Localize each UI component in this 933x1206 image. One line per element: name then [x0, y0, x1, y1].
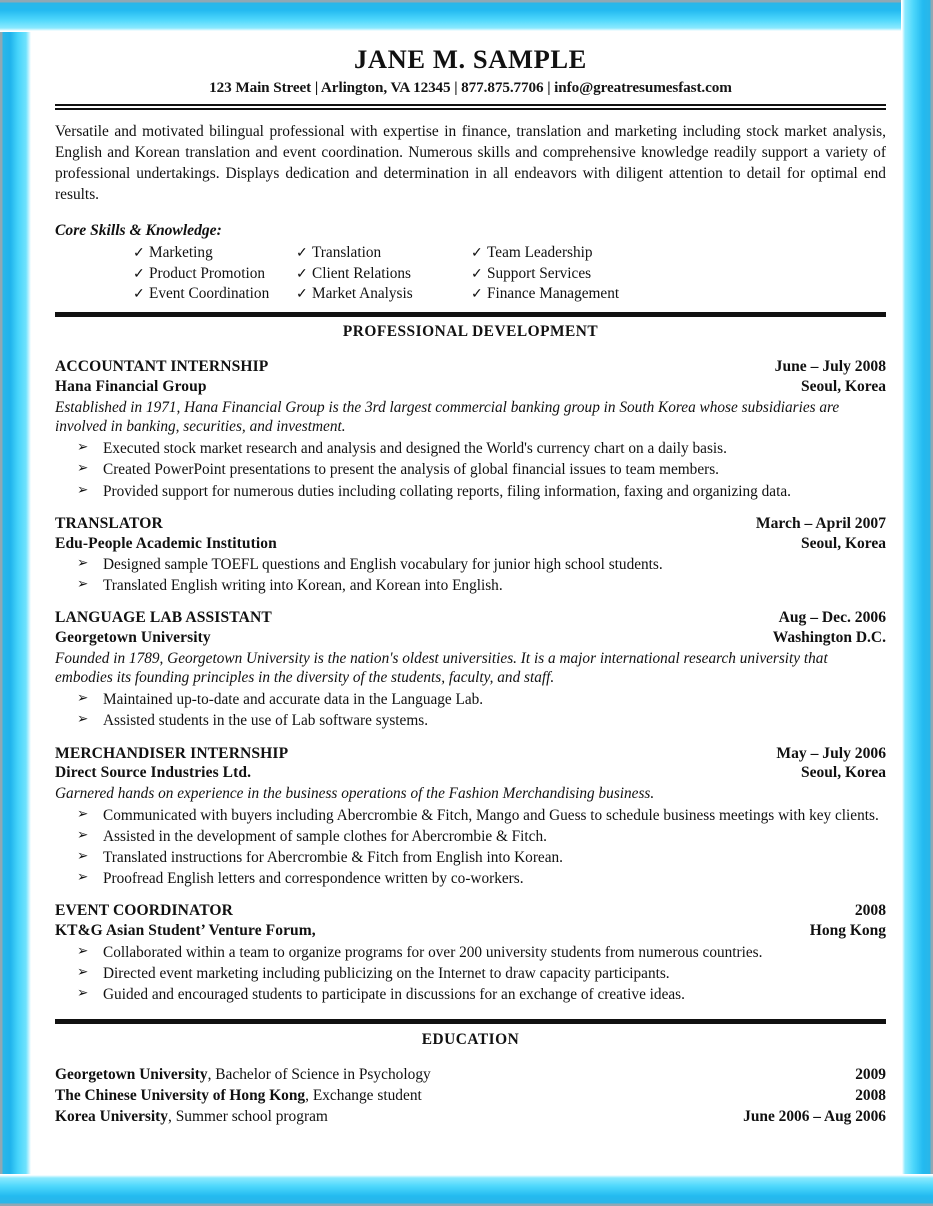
- job-company: Hana Financial Group: [55, 378, 207, 396]
- job-bullet: [55, 964, 886, 984]
- education-year: 2009: [855, 1066, 886, 1084]
- job-bullet: [55, 827, 886, 847]
- job-location: Hong Kong: [809, 922, 886, 940]
- education-year: 2008: [855, 1087, 886, 1105]
- section-heading-education: EDUCATION: [421, 1031, 520, 1049]
- job-location: Washington D.C.: [772, 629, 886, 647]
- skill-item: [471, 243, 681, 263]
- skill-label: Client Relations: [312, 264, 411, 282]
- skill-label: Marketing: [149, 243, 213, 261]
- skill-label: Event Coordination: [149, 285, 270, 303]
- education-school: Georgetown University: [55, 1066, 208, 1084]
- job-bullet-text: Translated English writing into Korean, and Korean into English.: [103, 577, 503, 595]
- job-entry: [55, 901, 886, 1005]
- resume-paper: [31, 31, 902, 1175]
- arrow-bullet-icon: ➢: [77, 460, 89, 477]
- job-description: Garnered hands on experience in the business operations of the Fashion Merchandising business.: [55, 784, 655, 802]
- job-company: KT&G Asian Student’ Venture Forum,: [55, 922, 316, 940]
- arrow-bullet-icon: ➢: [77, 711, 89, 728]
- skill-label: Translation: [312, 243, 382, 261]
- education-list: [55, 1065, 886, 1128]
- job-description: Founded in 1789, Georgetown University is the nation's oldest universities. It is a major international research university that embodies its founding principles in the diversity of the students, faculty, and staff.: [55, 649, 828, 687]
- contact-line: 123 Main Street | Arlington, VA 12345 | 877.875.7706 | info@greatresumesfast.com: [209, 78, 732, 96]
- job-bullet-text: Maintained up-to-date and accurate data in the Language Lab.: [103, 691, 484, 709]
- job-dates: June – July 2008: [774, 358, 886, 376]
- skill-label: Support Services: [487, 264, 592, 282]
- skill-label: Market Analysis: [312, 285, 413, 303]
- skill-label: Finance Management: [487, 285, 620, 303]
- education-text: [55, 1065, 431, 1086]
- job-title: ACCOUNTANT INTERNSHIP: [55, 358, 269, 376]
- job-dates: Aug – Dec. 2006: [778, 609, 886, 627]
- job-entry: [55, 514, 886, 597]
- job-bullet-text: Communicated with buyers including Abercrombie & Fitch, Mango and Guess to schedule business meetings with key clients.: [103, 806, 879, 824]
- check-icon: ✓: [133, 245, 145, 261]
- job-dates: May – July 2006: [776, 744, 886, 762]
- arrow-bullet-icon: ➢: [77, 690, 89, 707]
- job-title: TRANSLATOR: [55, 514, 163, 532]
- job-bullet-list: [55, 439, 886, 502]
- job-location: Seoul, Korea: [801, 378, 886, 396]
- core-skills-title: Core Skills & Knowledge:: [55, 221, 222, 239]
- job-bullet: [55, 439, 886, 459]
- job-location: Seoul, Korea: [801, 764, 886, 782]
- job-company-row: [55, 763, 886, 783]
- job-title-row: [55, 514, 886, 534]
- check-icon: ✓: [296, 245, 308, 261]
- resume-content: [55, 45, 886, 1128]
- arrow-bullet-icon: ➢: [77, 848, 89, 865]
- job-title-row: [55, 357, 886, 377]
- check-icon: ✓: [471, 245, 483, 261]
- skill-item: [133, 284, 296, 304]
- education-text: [55, 1107, 328, 1128]
- skill-label: Team Leadership: [487, 243, 593, 261]
- arrow-bullet-icon: ➢: [77, 984, 89, 1001]
- frame-border-right: [901, 0, 933, 1206]
- job-bullet-list: [55, 943, 886, 1006]
- education-text: [55, 1086, 422, 1107]
- job-company-row: [55, 921, 886, 941]
- job-bullet-text: Assisted students in the use of Lab software systems.: [103, 712, 429, 730]
- education-degree: , Bachelor of Science in Psychology: [207, 1066, 431, 1084]
- job-bullet-list: [55, 806, 886, 890]
- job-bullet: [55, 576, 886, 596]
- check-icon: ✓: [133, 266, 145, 282]
- core-skills-grid: [133, 243, 886, 305]
- arrow-bullet-icon: ➢: [77, 555, 89, 572]
- job-title: MERCHANDISER INTERNSHIP: [55, 744, 289, 762]
- job-company: Georgetown University: [55, 629, 211, 647]
- job-company: Direct Source Industries Ltd.: [55, 764, 252, 782]
- job-bullet-text: Proofread English letters and correspondence written by co-workers.: [103, 870, 524, 888]
- education-school: The Chinese University of Hong Kong: [55, 1087, 306, 1105]
- job-bullet: [55, 985, 886, 1005]
- job-bullet-text: Created PowerPoint presentations to present the analysis of global financial issues to team members.: [103, 461, 719, 479]
- job-company-row: [55, 628, 886, 648]
- education-entry: [55, 1086, 886, 1107]
- arrow-bullet-icon: ➢: [77, 805, 89, 822]
- education-year: June 2006 – Aug 2006: [743, 1108, 886, 1126]
- job-location: Seoul, Korea: [801, 534, 886, 552]
- arrow-bullet-icon: ➢: [77, 826, 89, 843]
- frame-border-top: [0, 0, 933, 32]
- job-bullet-text: Provided support for numerous duties including collating reports, filing information, faxing and organizing data.: [103, 482, 791, 500]
- arrow-bullet-icon: ➢: [77, 576, 89, 593]
- header-divider: [55, 104, 886, 110]
- job-title-row: [55, 901, 886, 921]
- job-title-row: [55, 608, 886, 628]
- job-bullet: [55, 690, 886, 710]
- arrow-bullet-icon: ➢: [77, 481, 89, 498]
- job-bullet-text: Assisted in the development of sample clothes for Abercrombie & Fitch.: [103, 827, 547, 845]
- job-bullet-text: Directed event marketing including publicizing on the Internet to draw capacity participants.: [103, 964, 670, 982]
- arrow-bullet-icon: ➢: [77, 963, 89, 980]
- job-bullet: [55, 460, 886, 480]
- professional-summary: Versatile and motivated bilingual professional with expertise in finance, translation and marketing including stock market analysis, English and Korean translation and event coordination. Numerous skills and comprehensive knowledge readily support a variety of professional undertakings. Displays dedication and determination in all endeavors with diligent attention to detail for optimal end results.: [55, 122, 886, 204]
- check-icon: ✓: [296, 266, 308, 282]
- job-company-row: [55, 377, 886, 397]
- check-icon: ✓: [471, 266, 483, 282]
- job-bullet: [55, 711, 886, 731]
- job-bullet: [55, 555, 886, 575]
- job-bullet: [55, 848, 886, 868]
- education-degree: , Summer school program: [168, 1108, 328, 1126]
- job-company: Edu-People Academic Institution: [55, 534, 277, 552]
- education-school: Korea University: [55, 1108, 168, 1126]
- job-bullet-text: Translated instructions for Abercrombie & Fitch from English into Korean.: [103, 849, 563, 867]
- skill-item: [296, 243, 471, 263]
- job-company-row: [55, 534, 886, 554]
- section-heading-professional-development: PROFESSIONAL DEVELOPMENT: [342, 323, 599, 341]
- job-title-row: [55, 744, 886, 764]
- job-entry: [55, 357, 886, 501]
- education-degree: , Exchange student: [305, 1087, 422, 1105]
- job-bullet-list: [55, 555, 886, 596]
- job-description: Established in 1971, Hana Financial Group is the 3rd largest commercial banking group in South Korea whose subsidiaries are involved in banking, securities, and investment.: [55, 398, 840, 436]
- education-entry: [55, 1107, 886, 1128]
- education-entry: [55, 1065, 886, 1086]
- job-bullet: [55, 869, 886, 889]
- check-icon: ✓: [471, 287, 483, 303]
- skill-label: Product Promotion: [149, 264, 266, 282]
- skill-item: [471, 264, 681, 284]
- job-dates: 2008: [854, 902, 886, 920]
- job-entry: [55, 744, 886, 890]
- check-icon: ✓: [133, 287, 145, 303]
- job-bullet-list: [55, 690, 886, 731]
- skill-item: [296, 284, 471, 304]
- job-bullet-text: Collaborated within a team to organize programs for over 200 university students from numerous countries.: [103, 943, 763, 961]
- skill-item: [471, 284, 681, 304]
- job-entry: [55, 608, 886, 731]
- job-bullet: [55, 482, 886, 502]
- core-skills-section: [55, 222, 886, 305]
- job-bullet: [55, 943, 886, 963]
- skill-item: [296, 264, 471, 284]
- job-dates: March – April 2007: [755, 514, 886, 532]
- job-title: EVENT COORDINATOR: [55, 902, 234, 920]
- candidate-name: JANE M. SAMPLE: [354, 44, 587, 74]
- skill-item: [133, 243, 296, 263]
- check-icon: ✓: [296, 287, 308, 303]
- job-bullet: [55, 806, 886, 826]
- arrow-bullet-icon: ➢: [77, 869, 89, 886]
- arrow-bullet-icon: ➢: [77, 942, 89, 959]
- job-title: LANGUAGE LAB ASSISTANT: [55, 609, 272, 627]
- job-bullet-text: Guided and encouraged students to participate in discussions for an exchange of creative ideas.: [103, 985, 685, 1003]
- job-bullet-text: Executed stock market research and analysis and designed the World's currency chart on a daily basis.: [103, 440, 727, 458]
- arrow-bullet-icon: ➢: [77, 439, 89, 456]
- job-bullet-text: Designed sample TOEFL questions and English vocabulary for junior high school students.: [103, 556, 663, 574]
- frame-border-bottom: [0, 1174, 933, 1206]
- skill-item: [133, 264, 296, 284]
